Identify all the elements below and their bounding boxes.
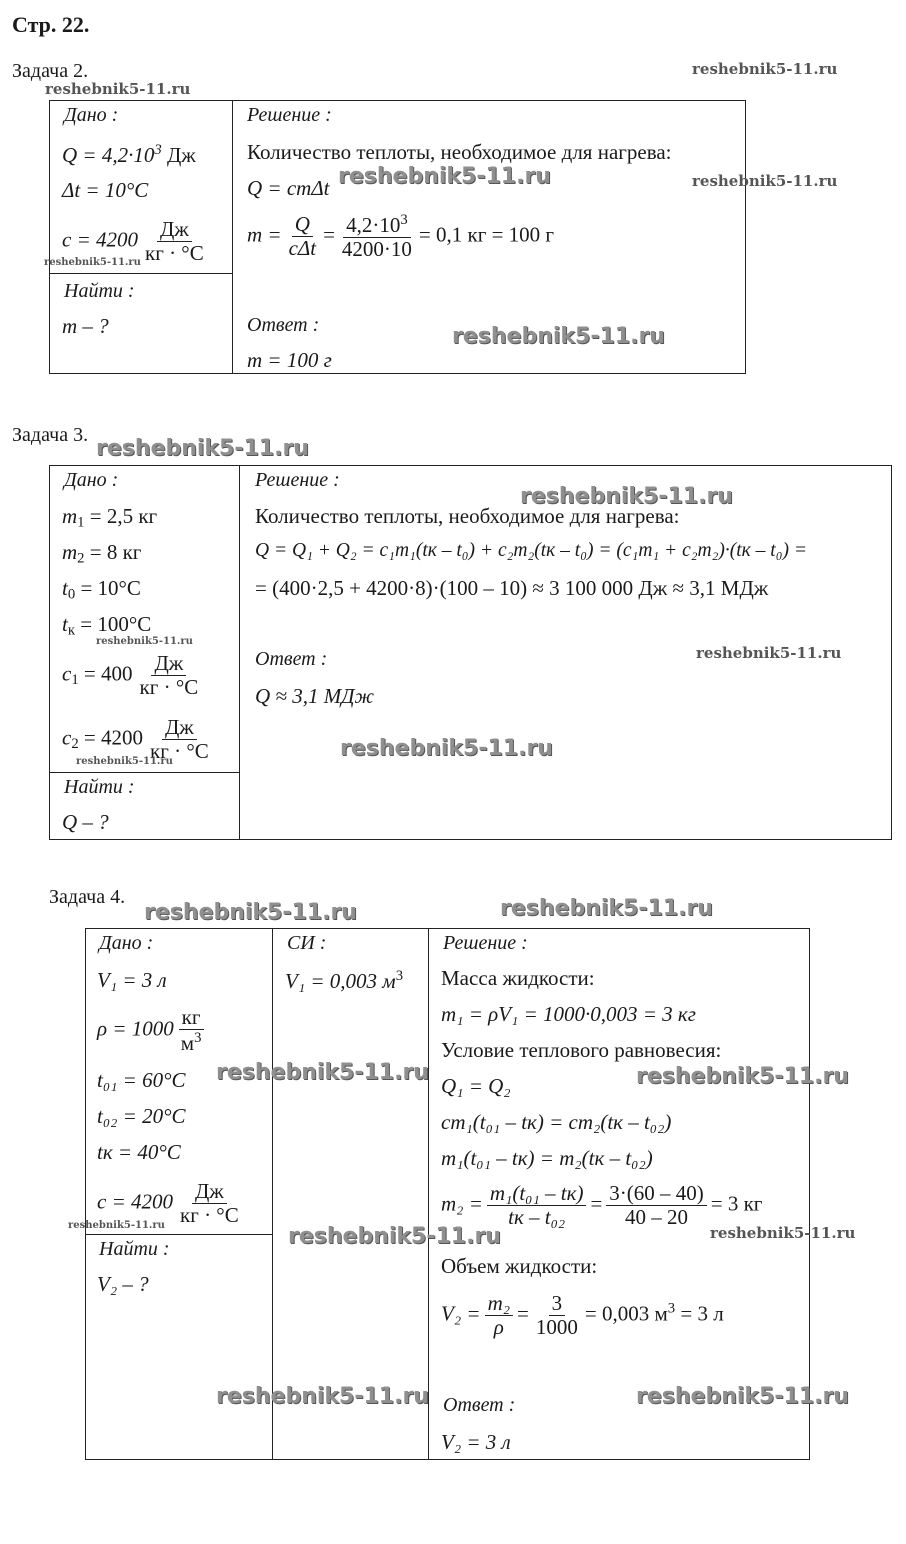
task4-mass-text: Масса жидкости: (441, 966, 595, 990)
task2-given-dt: Δt = 10°C (62, 178, 149, 202)
task4-si-v1: V₁ = 0,003 $м^3$ (285, 968, 404, 994)
task3-given-divider (49, 772, 240, 773)
watermark: reshebnik5-11.ru (44, 257, 141, 268)
task4-given-c: c = 4200 $\frac{Дж}{кг \cdot ^\circ С}$ (97, 1179, 239, 1228)
task4-balance-text: Условие теплового равновесия: (441, 1038, 722, 1062)
task4-given-t01: t₀₁ = 60°C (97, 1068, 186, 1092)
task3-find-heading: Найти : (64, 776, 135, 798)
task4-given-v1: V₁ = 3 л (97, 968, 167, 992)
watermark: reshebnik5-11.ru (692, 172, 838, 190)
watermark: reshebnik5-11.ru (68, 1220, 165, 1231)
task4-divider-1 (272, 928, 273, 1460)
watermark: reshebnik5-11.ru (45, 80, 191, 98)
task2-given-divider (49, 273, 233, 274)
task3-given-m2: $m_2 = 8$ кг (62, 540, 142, 567)
watermark: reshebnik5-11.ru (636, 1064, 849, 1089)
watermark: reshebnik5-11.ru (452, 324, 665, 349)
task3-given-heading: Дано : (64, 469, 119, 491)
watermark: reshebnik5-11.ru (144, 900, 357, 925)
task3-given-c1: $c_1 = 400$ $\frac{Дж}{кг \cdot ^\circ С}$ (62, 651, 199, 700)
page-title: Стр. 22. (12, 12, 90, 37)
task4-solution-heading: Решение : (443, 932, 528, 954)
task3-title: Задача 3. (12, 424, 89, 446)
task3-solution-heading: Решение : (255, 469, 340, 491)
task2-formula2: m = $\frac{Q}{\text{cΔt}}$ = $\frac{4,2\cdot 10^3}{4200\cdot 10}$ = 0,1 кг = 100 г (247, 212, 555, 262)
watermark: reshebnik5-11.ru (636, 1384, 849, 1409)
task3-answer-heading: Ответ : (255, 648, 328, 670)
watermark: reshebnik5-11.ru (76, 756, 173, 767)
task4-answer-heading: Ответ : (443, 1394, 516, 1416)
task3-divider (239, 465, 240, 840)
task4-balance-eq2: cm₁(t₀₁ – tк) = cm₂(tк – t₀₂) (441, 1110, 672, 1134)
task4-given-tk: tк = 40°C (97, 1140, 181, 1164)
task4-v2-eq: V₂ = $\frac{\text{m₂}}{\rho}$ = $\frac{3}{1000}$ = 0,003 $м^3 = 3$ л (441, 1291, 724, 1340)
task2-formula1: Q = cmΔt (247, 176, 330, 200)
watermark: reshebnik5-11.ru (520, 484, 733, 509)
task2-answer: m = 100 г (247, 348, 332, 372)
task4-given-t02: t₀₂ = 20°C (97, 1104, 186, 1128)
task4-title: Задача 4. (49, 886, 126, 908)
task4-answer: V₂ = 3 л (441, 1430, 511, 1454)
task2-find: m – ? (62, 314, 109, 338)
task2-find-heading: Найти : (64, 280, 135, 302)
task2-title: Задача 2. (12, 60, 89, 82)
watermark: reshebnik5-11.ru (500, 896, 713, 921)
task4-given-divider (85, 1234, 273, 1235)
task3-given-m1: $m_1 = 2,5$ кг (62, 504, 158, 531)
task4-volume-text: Объем жидкости: (441, 1254, 598, 1278)
task4-given-heading: Дано : (99, 932, 154, 954)
watermark: reshebnik5-11.ru (96, 636, 193, 647)
task4-mass-eq: m₁ = ρV₁ = 1000·0,003 = 3 кг (441, 1002, 696, 1026)
task3-eq2: = (400·2,5 + 4200·8)·(100 – 10) ≈ 3 100 000 Дж ≈ 3,1 МДж (255, 576, 769, 600)
task2-solution-text: Количество теплоты, необходимое для нагрева: (247, 140, 672, 164)
watermark: reshebnik5-11.ru (288, 1224, 501, 1249)
task2-divider (232, 100, 233, 374)
watermark: reshebnik5-11.ru (216, 1384, 429, 1409)
watermark: reshebnik5-11.ru (338, 164, 551, 189)
task3-answer: Q ≈ 3,1 МДж (255, 684, 375, 708)
task4-given-rho: ρ = 1000 $\frac{кг}{м^3}$ (97, 1006, 208, 1055)
task3-eq1: Q = Q₁ + Q₂ = c₁m₁(tк – t₀) + c₂m₂(tк – t₀) = (c₁m₁ + c₂m₂)·(tк – t₀) = (255, 540, 808, 561)
task2-c-unit: $\frac{Дж}{кг \cdot ^\circ С}$ (145, 217, 204, 266)
task3-solution-text: Количество теплоты, необходимое для нагрева: (255, 504, 680, 528)
task2-given-heading: Дано : (64, 104, 119, 126)
task2-answer-heading: Ответ : (247, 314, 320, 336)
watermark: reshebnik5-11.ru (340, 736, 553, 761)
watermark: reshebnik5-11.ru (710, 1224, 856, 1242)
watermark: reshebnik5-11.ru (696, 644, 842, 662)
task4-balance-eq3: m₁(t₀₁ – tк) = m₂(tк – t₀₂) (441, 1146, 653, 1170)
task3-find: Q – ? (62, 810, 109, 834)
task2-given-c: c = 4200 $\frac{Дж}{кг \cdot ^\circ С}$ (62, 218, 211, 265)
watermark: reshebnik5-11.ru (692, 60, 838, 78)
task4-divider-2 (428, 928, 429, 1460)
task4-balance-eq1: Q₁ = Q₂ (441, 1074, 511, 1098)
watermark: reshebnik5-11.ru (96, 436, 309, 461)
task2-given-q: $Q = 4,2\cdot 10^3$ Дж (62, 142, 196, 168)
task4-find-heading: Найти : (99, 1238, 170, 1260)
watermark: reshebnik5-11.ru (216, 1060, 429, 1085)
task2-solution-heading: Решение : (247, 104, 332, 126)
task3-given-tk: $t_к = 100^\circ C$ (62, 612, 152, 639)
task3-given-c2: $c_2 = 4200$ $\frac{Дж}{кг \cdot ^\circ С}$ (62, 715, 209, 764)
task3-given-t0: $t_0 = 10^\circ C$ (62, 576, 141, 603)
task4-m2-eq: m₂ = $\frac{\text{m₁(t₀₁ – tк)}}{\text{tк – t₀₂}}$ = $\frac{3\cdot(60 - 40)}{40 - 20}$ = 3 кг (441, 1181, 763, 1230)
task4-si-heading: СИ : (287, 932, 327, 954)
task4-find: V₂ – ? (97, 1272, 149, 1296)
